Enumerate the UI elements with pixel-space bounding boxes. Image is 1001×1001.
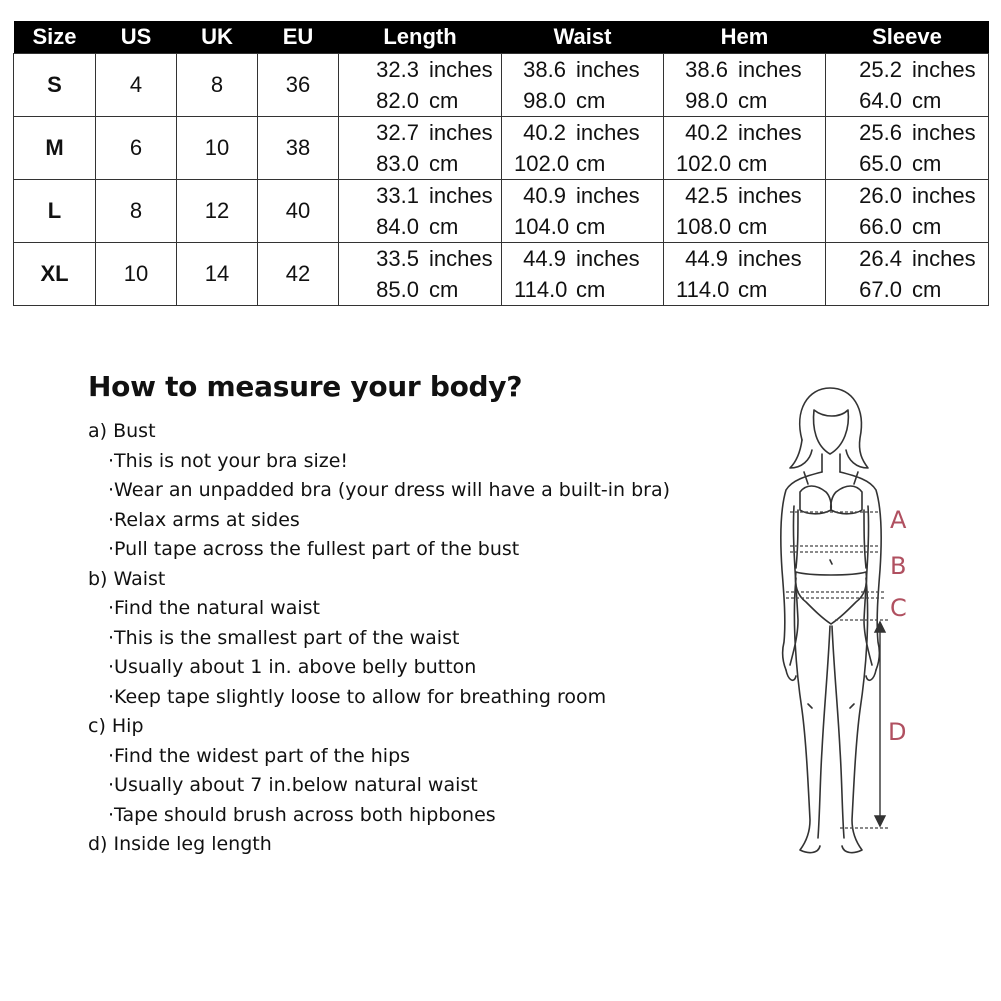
- table-row: [14, 243, 989, 306]
- waist-cm-value: [502, 85, 663, 116]
- length-in-value: [339, 117, 501, 148]
- length-cm-value: [339, 274, 501, 305]
- hem-cell: [664, 54, 826, 117]
- length-cell: [339, 117, 502, 180]
- hem-cell: [664, 243, 826, 306]
- header-size: Size: [14, 21, 96, 54]
- measurement-unit: cm: [912, 88, 942, 113]
- measurement-unit: cm: [429, 88, 459, 113]
- length-in-value: [339, 54, 501, 85]
- guide-tip: ·Wear an unpadded bra (your dress will have a built-in bra): [108, 479, 671, 501]
- table-row: [14, 117, 989, 180]
- hem-cm-value: [664, 148, 825, 179]
- waist-cell: [502, 180, 664, 243]
- measurement-unit: inches: [912, 120, 976, 145]
- measurement-number: 40.9: [523, 183, 566, 208]
- measurement-number: 32.7: [376, 120, 419, 145]
- guide-section-heading: d) Inside leg length: [88, 833, 272, 855]
- measurement-number: 25.2: [859, 57, 902, 82]
- hem-cell: [664, 117, 826, 180]
- measurement-number: 32.3: [376, 57, 419, 82]
- measurement-unit: inches: [912, 57, 976, 82]
- hem-in-value: [664, 117, 825, 148]
- length-in-value: [339, 180, 501, 211]
- uk-size-cell: 12: [177, 180, 258, 243]
- measurement-unit: cm: [738, 88, 768, 113]
- label-a: A: [890, 506, 907, 534]
- measurement-unit: cm: [738, 151, 768, 176]
- us-size-cell: 10: [96, 243, 177, 306]
- measurement-number: 38.6: [523, 57, 566, 82]
- hem-cell: [664, 180, 826, 243]
- measurement-unit: cm: [912, 214, 942, 239]
- hem-cm-value: [664, 85, 825, 116]
- size-cell: XL: [14, 243, 96, 306]
- measurement-unit: inches: [429, 183, 493, 208]
- measurement-unit: cm: [912, 277, 942, 302]
- measurement-unit: inches: [738, 120, 802, 145]
- header-eu: EU: [258, 21, 339, 54]
- length-cm-value: [339, 85, 501, 116]
- measurement-number: 26.0: [859, 183, 902, 208]
- waist-in-value: [502, 117, 663, 148]
- measurement-unit: inches: [912, 246, 976, 271]
- measurement-number: 66.0: [859, 214, 902, 239]
- waist-cm-value: [502, 211, 663, 242]
- guide-title: How to measure your body?: [88, 370, 523, 403]
- us-size-cell: 8: [96, 180, 177, 243]
- uk-size-cell: 10: [177, 117, 258, 180]
- measurement-unit: inches: [738, 57, 802, 82]
- waist-in-value: [502, 54, 663, 85]
- measurement-unit: inches: [429, 246, 493, 271]
- us-size-cell: 6: [96, 117, 177, 180]
- measure-guide: [88, 370, 738, 860]
- measurement-number: 98.0: [685, 88, 728, 113]
- guide-tip: ·Find the natural waist: [108, 597, 320, 619]
- measurement-number: 25.6: [859, 120, 902, 145]
- measurement-unit: inches: [738, 246, 802, 271]
- measurement-unit: inches: [912, 183, 976, 208]
- length-in-value: [339, 243, 501, 274]
- measurement-number: 64.0: [859, 88, 902, 113]
- length-cm-value: [339, 211, 501, 242]
- waist-in-value: [502, 243, 663, 274]
- table-row: [14, 54, 989, 117]
- length-cell: [339, 243, 502, 306]
- sleeve-in-value: [826, 243, 988, 274]
- guide-section-heading: b) Waist: [88, 567, 166, 590]
- hem-cm-value: [664, 211, 825, 242]
- header-waist: Waist: [502, 21, 664, 54]
- guide-section-heading: a) Bust: [88, 420, 156, 442]
- measurement-unit: inches: [576, 120, 640, 145]
- measurement-number: 40.2: [523, 120, 566, 145]
- uk-size-cell: 8: [177, 54, 258, 117]
- length-cm-value: [339, 148, 501, 179]
- measurement-unit: cm: [576, 277, 606, 302]
- measurement-number: 108.0: [676, 214, 732, 239]
- measurement-number: 40.2: [685, 120, 728, 145]
- label-b: B: [890, 552, 907, 580]
- guide-list: [88, 417, 738, 860]
- measurement-unit: cm: [738, 214, 768, 239]
- measurement-unit: inches: [576, 246, 640, 271]
- guide-tip: ·Usually about 1 in. above belly button: [108, 656, 477, 678]
- hem-in-value: [664, 54, 825, 85]
- measurement-number: 26.4: [859, 246, 902, 271]
- waist-cell: [502, 117, 664, 180]
- waist-cm-value: [502, 148, 663, 179]
- sleeve-cm-value: [826, 85, 988, 116]
- measurement-number: 65.0: [859, 151, 902, 176]
- guide-tip: ·This is the smallest part of the waist: [108, 626, 460, 649]
- header-uk: UK: [177, 21, 258, 54]
- sleeve-cell: [826, 54, 989, 117]
- sleeve-in-value: [826, 54, 988, 85]
- size-cell: L: [14, 180, 96, 243]
- guide-tip: ·This is not your bra size!: [108, 449, 349, 472]
- sleeve-cell: [826, 180, 989, 243]
- measurement-unit: inches: [738, 183, 802, 208]
- guide-tip: ·Keep tape slightly loose to allow for breathing room: [108, 685, 607, 708]
- measurement-unit: cm: [576, 214, 606, 239]
- arrow-head-bottom: [875, 816, 885, 826]
- measurement-number: 98.0: [523, 88, 566, 113]
- hem-cm-value: [664, 274, 825, 305]
- header-hem: Hem: [664, 21, 826, 54]
- measurement-unit: cm: [912, 151, 942, 176]
- measurement-number: 38.6: [685, 57, 728, 82]
- sleeve-cell: [826, 117, 989, 180]
- label-c: C: [890, 594, 907, 622]
- measurement-unit: inches: [429, 57, 493, 82]
- waist-cm-value: [502, 274, 663, 305]
- us-size-cell: 4: [96, 54, 177, 117]
- guide-tip: ·Usually about 7 in.below natural waist: [108, 774, 478, 796]
- waist-cell: [502, 243, 664, 306]
- measurement-number: 33.5: [376, 246, 419, 271]
- sleeve-cell: [826, 243, 989, 306]
- header-sleeve: Sleeve: [826, 21, 989, 54]
- measurement-number: 44.9: [685, 246, 728, 271]
- waist-cell: [502, 54, 664, 117]
- table-header-row: [14, 21, 989, 54]
- uk-size-cell: 14: [177, 243, 258, 306]
- measurement-number: 33.1: [376, 183, 419, 208]
- body-outline-illustration: [760, 380, 920, 870]
- sleeve-in-value: [826, 117, 988, 148]
- measurement-unit: cm: [576, 88, 606, 113]
- sleeve-cm-value: [826, 148, 988, 179]
- measurement-number: 84.0: [376, 214, 419, 239]
- measurement-number: 67.0: [859, 277, 902, 302]
- length-cell: [339, 180, 502, 243]
- header-length: Length: [339, 21, 502, 54]
- measurement-number: 104.0: [514, 214, 570, 239]
- measurement-number: 85.0: [376, 277, 419, 302]
- measurement-number: 44.9: [523, 246, 566, 271]
- measurement-unit: cm: [429, 151, 459, 176]
- measurement-unit: inches: [429, 120, 493, 145]
- body-measurement-figure: [760, 380, 920, 870]
- header-us: US: [96, 21, 177, 54]
- measurement-unit: inches: [576, 57, 640, 82]
- guide-section-heading: c) Hip: [88, 715, 144, 737]
- sleeve-cm-value: [826, 211, 988, 242]
- guide-tip: ·Relax arms at sides: [108, 508, 300, 531]
- guide-tip: ·Tape should brush across both hipbones: [108, 803, 496, 826]
- measurement-number: 83.0: [376, 151, 419, 176]
- sleeve-cm-value: [826, 274, 988, 305]
- eu-size-cell: 38: [258, 117, 339, 180]
- measurement-number: 114.0: [514, 277, 568, 302]
- measurement-unit: cm: [429, 277, 459, 302]
- eu-size-cell: 42: [258, 243, 339, 306]
- arrow-head-top: [875, 622, 885, 632]
- measurement-number: 102.0: [676, 151, 732, 176]
- guide-tip: ·Find the widest part of the hips: [108, 744, 411, 767]
- size-chart-table: [13, 21, 989, 306]
- measurement-unit: cm: [738, 277, 768, 302]
- sleeve-in-value: [826, 180, 988, 211]
- hem-in-value: [664, 243, 825, 274]
- length-cell: [339, 54, 502, 117]
- size-cell: S: [14, 54, 96, 117]
- measurement-number: 114.0: [676, 277, 730, 302]
- measurement-unit: inches: [576, 183, 640, 208]
- measurement-unit: cm: [576, 151, 606, 176]
- hem-in-value: [664, 180, 825, 211]
- eu-size-cell: 40: [258, 180, 339, 243]
- waist-in-value: [502, 180, 663, 211]
- size-cell: M: [14, 117, 96, 180]
- eu-size-cell: 36: [258, 54, 339, 117]
- table-row: [14, 180, 989, 243]
- measurement-number: 102.0: [514, 151, 570, 176]
- guide-tip: ·Pull tape across the fullest part of the bust: [108, 538, 520, 560]
- label-d: D: [888, 718, 907, 746]
- measurement-unit: cm: [429, 214, 459, 239]
- measurement-number: 42.5: [685, 183, 728, 208]
- measurement-number: 82.0: [376, 88, 419, 113]
